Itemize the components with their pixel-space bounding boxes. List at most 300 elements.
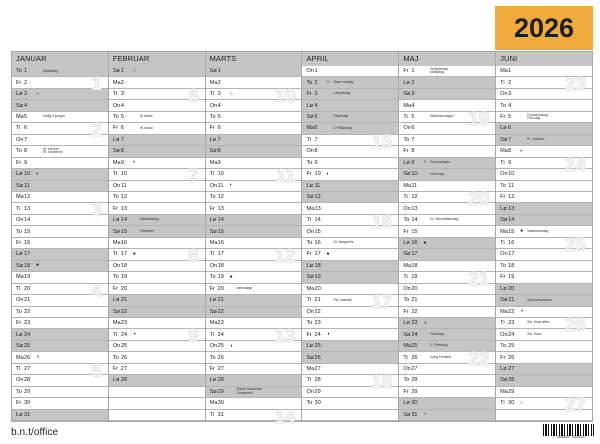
holiday-note: Europadagen: [430, 160, 451, 165]
holiday-note: Pinsedag: [430, 331, 445, 336]
weekday-label: To: [112, 274, 119, 281]
weekday-label: Fr: [500, 194, 506, 201]
weekday-label: Ma: [112, 79, 121, 86]
day-row: [496, 89, 592, 100]
day-row: [399, 249, 495, 260]
weekday-label: Fr: [16, 400, 22, 407]
holiday-note: Ift. Kasia: [139, 125, 153, 130]
day-number: 5: [24, 114, 28, 121]
month-header: JANUAR: [12, 52, 108, 66]
day-row: [206, 261, 302, 272]
weekday-label: Fr: [306, 171, 312, 178]
weekday-label: Ti: [500, 240, 505, 247]
day-row: [109, 146, 205, 157]
day-row: [12, 398, 108, 409]
day-row: [12, 77, 108, 88]
day-row: [496, 192, 592, 203]
day-list: [206, 66, 302, 421]
day-row: [206, 226, 302, 237]
empty-day-row: [109, 410, 205, 421]
day-row: [12, 238, 108, 249]
weekday-label: Lø: [306, 182, 314, 189]
day-row: [109, 272, 205, 283]
weekday-label: Sø: [500, 377, 508, 384]
day-number: 22: [217, 308, 224, 315]
weekday-label: To: [500, 262, 507, 269]
weekday-label: Ti: [403, 194, 408, 201]
holiday-note: Sommersolhverv: [527, 297, 552, 302]
day-row: [302, 364, 398, 375]
weekday-label: Lø: [209, 217, 217, 224]
week-number: 1: [91, 74, 102, 95]
day-row: [109, 375, 205, 386]
day-number: 1: [120, 68, 124, 75]
day-number: 16: [120, 240, 128, 247]
day-number: 24: [314, 331, 321, 338]
day-number: 7: [411, 136, 415, 143]
weekday-label: Ma: [500, 228, 508, 235]
day-number: 17: [314, 251, 321, 258]
day-number: 2: [24, 79, 28, 86]
day-row: [302, 112, 398, 123]
day-row: [399, 410, 495, 421]
day-number: 14: [508, 217, 515, 224]
day-number: 14: [217, 217, 224, 224]
day-row: [399, 215, 495, 226]
day-number: 30: [24, 400, 31, 407]
weekday-label: Ma: [16, 354, 24, 361]
day-number: 1: [508, 68, 512, 75]
weekday-label: Ma: [112, 320, 121, 327]
holiday-note: Fastelavn: [139, 228, 155, 233]
weekday-label: Lø: [16, 171, 23, 178]
day-row: [496, 181, 592, 192]
day-number: 15: [120, 228, 128, 235]
weekday-label: Lø: [16, 91, 23, 98]
day-row: [302, 272, 398, 283]
day-number: 10: [120, 171, 128, 178]
weekday-label: On: [16, 217, 24, 224]
day-row: [399, 284, 495, 295]
day-number: 29: [508, 388, 515, 395]
day-number: 10: [314, 171, 321, 178]
day-row: [109, 77, 205, 88]
day-row: [206, 77, 302, 88]
day-number: 30: [411, 400, 418, 407]
day-row: [206, 181, 302, 192]
moon-phase-icon: ●: [36, 262, 40, 269]
weekday-label: Lø: [209, 136, 217, 143]
weekday-label: Lø: [403, 400, 410, 407]
week-number: 17: [371, 292, 393, 313]
day-row: [12, 261, 108, 272]
day-number: 18: [411, 262, 418, 269]
day-row: [206, 387, 302, 398]
day-number: 17: [411, 251, 418, 258]
month-header: FEBRUAR: [109, 52, 205, 66]
day-row: [206, 410, 302, 421]
holiday-note: Ift. Vincent Ift. Josephine: [43, 146, 63, 155]
day-number: 11: [411, 182, 418, 189]
weekday-label: Sø: [500, 297, 508, 304]
day-row: [399, 100, 495, 111]
moon-phase-icon: ●: [326, 250, 330, 257]
empty-day-row: [109, 398, 205, 409]
weekday-label: Ti: [209, 331, 215, 338]
weekday-label: Fr: [209, 205, 215, 212]
moon-phase-icon: ○: [423, 411, 427, 418]
day-row: [12, 226, 108, 237]
weekday-label: Sø: [306, 354, 314, 361]
day-row: [302, 249, 398, 260]
day-row: [496, 203, 592, 214]
day-number: 18: [508, 262, 515, 269]
weekday-label: On: [112, 262, 121, 269]
day-number: 3: [508, 91, 512, 98]
day-list: [399, 66, 495, 421]
weekday-label: Lø: [500, 366, 507, 372]
day-number: 5: [411, 114, 415, 121]
week-number: 25: [564, 235, 586, 256]
weekday-label: Lø: [112, 297, 120, 304]
weekday-label: On: [16, 136, 24, 143]
weekday-label: Fr: [112, 285, 119, 292]
weekday-label: On: [112, 343, 121, 350]
day-row: [496, 135, 592, 146]
weekday-label: On: [306, 228, 314, 235]
day-number: 20: [217, 285, 224, 292]
weekday-label: Fr: [209, 285, 215, 292]
day-row: [399, 318, 495, 329]
week-number: 8: [188, 246, 199, 267]
day-row: [12, 158, 108, 169]
day-number: 22: [508, 308, 515, 315]
barcode-bars: [543, 424, 594, 436]
weekday-label: To: [112, 354, 119, 361]
weekday-label: Fr: [112, 366, 119, 372]
day-number: 31: [217, 411, 224, 418]
day-number: 9: [24, 159, 28, 166]
holiday-note: Mariæ bebudelse Sommertid: [236, 387, 263, 395]
day-row: [496, 146, 592, 157]
week-number: 12: [274, 246, 296, 267]
day-row: [496, 238, 592, 249]
holiday-note: Befrielsesdagen: [430, 114, 454, 119]
day-number: 21: [314, 297, 321, 304]
day-row: [109, 123, 205, 134]
day-row: [206, 238, 302, 249]
day-number: 2: [314, 79, 318, 86]
day-number: 3: [120, 91, 124, 98]
weekday-label: Fr: [209, 366, 215, 372]
day-row: [206, 158, 302, 169]
day-row: [206, 329, 302, 340]
day-row: [12, 410, 108, 421]
weekday-label: Sø: [209, 68, 217, 75]
day-row: [109, 364, 205, 375]
weekday-label: Sø: [209, 308, 217, 315]
day-row: [12, 203, 108, 214]
day-row: [206, 364, 302, 375]
weekday-label: Ti: [16, 285, 21, 292]
day-number: 8: [314, 148, 318, 155]
weekday-label: To: [306, 159, 313, 166]
day-row: [302, 318, 398, 329]
month-column-april: [301, 52, 398, 421]
moon-phase-icon: ●: [520, 228, 524, 235]
day-row: [109, 261, 205, 272]
weekday-label: On: [306, 388, 314, 395]
weekday-label: On: [500, 171, 508, 178]
weekday-label: Sø: [16, 343, 24, 350]
day-number: 28: [508, 377, 515, 384]
day-number: 7: [314, 136, 318, 143]
day-row: [302, 169, 398, 180]
day-number: 24: [217, 331, 224, 338]
day-number: 23: [411, 320, 418, 327]
weekday-label: On: [16, 297, 24, 304]
weekday-label: Sø: [209, 228, 217, 235]
day-row: [399, 261, 495, 272]
day-row: [399, 203, 495, 214]
day-row: [496, 226, 592, 237]
day-row: [109, 66, 205, 77]
day-row: [12, 272, 108, 283]
weekday-label: Fr: [306, 251, 312, 258]
weekday-label: To: [16, 228, 22, 235]
moon-phase-icon: ○: [229, 90, 233, 97]
week-number: 21: [468, 269, 490, 290]
moon-phase-icon: ●: [132, 250, 136, 257]
weekday-label: To: [209, 354, 216, 361]
holiday-note: Kr. Himmelfartsdag: [430, 217, 459, 222]
weekday-label: Ma: [403, 182, 412, 189]
weekday-label: Fr: [16, 79, 22, 86]
day-number: 9: [411, 159, 415, 166]
weekday-label: On: [403, 205, 411, 212]
day-number: 6: [508, 125, 512, 132]
week-number: 14: [274, 407, 296, 428]
day-number: 28: [217, 377, 224, 384]
holiday-note: Pr. Joachim: [527, 137, 545, 142]
weekday-label: Sø: [112, 148, 120, 155]
day-row: [12, 89, 108, 100]
weekday-label: Lø: [500, 285, 507, 292]
day-number: 27: [411, 366, 418, 372]
day-number: 14: [411, 217, 418, 224]
day-number: 17: [508, 251, 515, 258]
moon-phase-icon: ◐: [326, 170, 330, 177]
weekday-label: On: [16, 377, 24, 384]
day-row: [109, 135, 205, 146]
day-number: 4: [508, 102, 512, 109]
weekday-label: Lø: [16, 411, 23, 418]
day-number: 24: [24, 331, 31, 338]
day-list: [496, 66, 592, 421]
day-row: [302, 158, 398, 169]
weekday-label: Ti: [16, 366, 21, 372]
weekday-label: Sø: [306, 194, 314, 201]
week-number: 19: [468, 109, 490, 130]
day-number: 11: [217, 182, 224, 189]
weekday-label: Ma: [209, 159, 218, 166]
day-number: 18: [120, 262, 128, 269]
day-number: 23: [24, 320, 31, 327]
weekday-label: To: [306, 320, 313, 327]
day-row: [399, 375, 495, 386]
day-number: 26: [24, 354, 31, 361]
day-number: 10: [411, 171, 418, 178]
day-number: 9: [217, 159, 221, 166]
weekday-label: To: [209, 194, 216, 201]
weekday-label: Ti: [306, 136, 311, 143]
day-number: 8: [217, 148, 221, 155]
day-number: 28: [411, 377, 418, 384]
day-number: 30: [217, 400, 224, 407]
week-number: 27: [564, 395, 586, 416]
day-row: [109, 307, 205, 318]
weekday-label: To: [112, 194, 119, 201]
weekday-label: To: [209, 274, 216, 281]
day-row: [302, 135, 398, 146]
day-row: [12, 169, 108, 180]
day-row: [496, 295, 592, 306]
day-number: 14: [120, 217, 128, 224]
day-number: 2: [508, 79, 512, 86]
day-row: [12, 112, 108, 123]
weekday-label: Ma: [209, 320, 218, 327]
day-row: [12, 341, 108, 352]
holiday-note: Nytårsdag: [43, 68, 59, 73]
day-number: 28: [24, 377, 31, 384]
day-row: [12, 352, 108, 363]
day-row: [399, 192, 495, 203]
day-row: [496, 375, 592, 386]
week-number: 9: [188, 326, 199, 347]
day-number: 24: [411, 331, 418, 338]
day-row: [109, 295, 205, 306]
week-number: 6: [188, 86, 199, 107]
day-number: 17: [120, 251, 128, 258]
day-row: [12, 307, 108, 318]
day-number: 3: [411, 91, 415, 98]
day-number: 4: [24, 102, 28, 109]
weekday-label: Fr: [306, 91, 312, 98]
year-tab: [495, 6, 593, 50]
day-row: [109, 284, 205, 295]
week-number: 20: [468, 189, 490, 210]
day-row: [109, 169, 205, 180]
day-number: 15: [411, 228, 418, 235]
day-row: [496, 112, 592, 123]
day-number: 11: [508, 182, 514, 189]
day-number: 28: [314, 377, 321, 384]
weekday-label: Lø: [209, 297, 217, 304]
weekday-label: To: [306, 400, 313, 407]
day-row: [399, 66, 495, 77]
day-number: 10: [217, 171, 224, 178]
day-number: 26: [314, 354, 321, 361]
day-row: [109, 181, 205, 192]
day-number: 22: [24, 308, 31, 315]
day-row: [12, 135, 108, 146]
day-number: 21: [217, 297, 224, 304]
day-row: [302, 181, 398, 192]
weekday-label: To: [306, 79, 313, 86]
weekday-label: Ma: [500, 68, 508, 75]
day-number: 12: [24, 194, 31, 201]
day-number: 21: [411, 297, 418, 304]
day-number: 13: [24, 205, 31, 212]
day-row: [12, 146, 108, 157]
weekday-label: Ti: [403, 274, 408, 281]
day-row: [399, 181, 495, 192]
day-row: [12, 329, 108, 340]
holiday-note: Arbejdernes kampdag: [430, 66, 449, 75]
weekday-label: Sø: [209, 148, 217, 155]
weekday-label: Sø: [16, 182, 24, 189]
weekday-label: Fr: [16, 159, 22, 166]
moon-phase-icon: ○: [132, 67, 136, 74]
day-row: [399, 226, 495, 237]
day-number: 14: [24, 217, 31, 224]
day-number: 24: [508, 331, 515, 338]
weekday-label: Lø: [112, 217, 120, 224]
day-row: [399, 77, 495, 88]
day-number: 25: [217, 343, 224, 350]
day-list: [109, 66, 205, 421]
day-row: [496, 169, 592, 180]
day-row: [399, 238, 495, 249]
weekday-label: Ma: [403, 102, 412, 109]
day-row: [206, 375, 302, 386]
day-row: [109, 215, 205, 226]
day-number: 10: [24, 171, 31, 178]
weekday-label: Sø: [403, 171, 411, 178]
day-row: [206, 249, 302, 260]
day-row: [496, 387, 592, 398]
weekday-label: Ma: [306, 205, 315, 212]
weekday-label: Sø: [403, 411, 411, 418]
weekday-label: Fr: [500, 114, 506, 121]
weekday-label: To: [112, 114, 119, 121]
day-number: 19: [24, 274, 31, 281]
day-number: 15: [314, 228, 321, 235]
weekday-label: On: [403, 285, 411, 292]
day-number: 4: [217, 102, 221, 109]
moon-phase-icon: ◑: [326, 331, 330, 338]
day-row: [496, 329, 592, 340]
day-list: [302, 66, 398, 421]
day-row: [206, 169, 302, 180]
day-number: 17: [24, 251, 31, 258]
weekday-label: Ti: [209, 171, 215, 178]
weekday-label: To: [209, 114, 216, 121]
day-number: 12: [314, 194, 321, 201]
day-number: 27: [314, 366, 321, 372]
weekday-label: Lø: [403, 79, 410, 86]
day-number: 22: [120, 308, 128, 315]
weekday-label: Lø: [209, 377, 217, 384]
weekday-label: Fr: [112, 125, 119, 132]
weekday-label: On: [112, 102, 121, 109]
day-row: [399, 112, 495, 123]
day-row: [496, 215, 592, 226]
weekday-label: To: [16, 68, 22, 75]
day-number: 4: [314, 102, 318, 109]
weekday-label: Ti: [209, 91, 215, 98]
holiday-note: Skt. Hans: [527, 331, 542, 336]
